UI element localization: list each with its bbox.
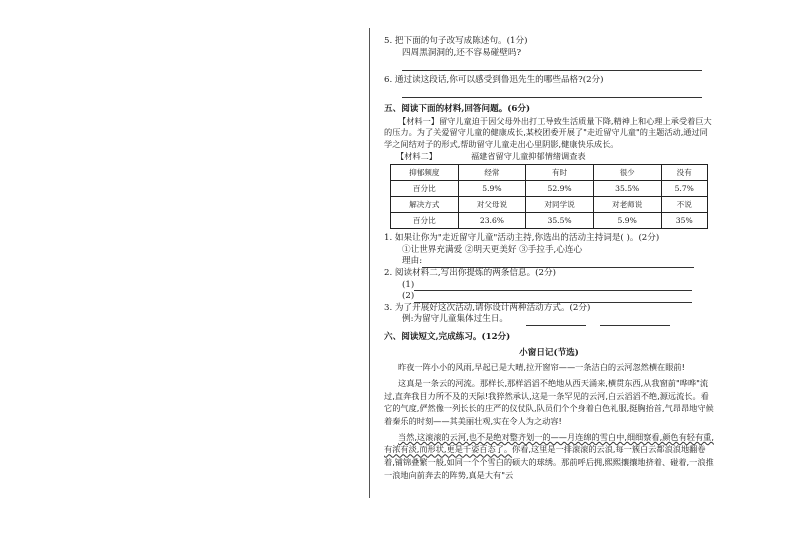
answer-index: (2) [402, 291, 415, 302]
answer-line-5-2-2 [384, 291, 714, 303]
table-caption [396, 151, 714, 162]
table-cell: 抑郁频度 [391, 165, 459, 181]
table-row [391, 197, 708, 213]
answer-line-5-2-1 [384, 280, 714, 292]
table-row [391, 181, 708, 197]
table-cell: 很少 [593, 165, 661, 181]
question-5-3-example [384, 314, 714, 326]
answer-line-5 [384, 59, 714, 71]
column-divider [369, 28, 370, 498]
question-5-2: 2. 阅读材料二,写出你提炼的两条信息。(2分) [384, 268, 556, 279]
table-cell: 35.5% [526, 213, 594, 229]
table-cell: 52.9% [526, 181, 594, 197]
example-text: 例:为留守儿童集体过生日。 [402, 314, 509, 325]
table-cell: 23.6% [458, 213, 526, 229]
table-cell: 对父母说 [458, 197, 526, 213]
question-6: 6. 通过读这段话,你可以感受到鲁迅先生的哪些品格?(2分) [384, 74, 604, 85]
question-5-sentence: 四周黑洞洞的,还不容易碰壁吗? [402, 47, 522, 58]
answer-index: (1) [402, 279, 415, 290]
table-cell: 百分比 [391, 181, 459, 197]
table-cell: 不说 [661, 197, 708, 213]
table-cell: 5.9% [593, 213, 661, 229]
question-5-3: 3. 为了开展好这次活动,请你设计两种活动方式。(2分) [384, 302, 591, 313]
table-cell: 35% [661, 213, 708, 229]
table-cell: 解决方式 [391, 197, 459, 213]
wavy-underlined-text: 当然,这滚滚的云河,也不是绝对整齐划一的——月连绵的雪白中,细细察看,颜色有轻有重,有浓有淡,而形状,更是千姿百态了。 [384, 431, 714, 455]
material-2-label: 【材料二】 [396, 151, 437, 162]
table-cell: 没有 [661, 165, 708, 181]
table-cell: 5.9% [458, 181, 526, 197]
answer-line-6 [384, 86, 714, 98]
essay-paragraph-3 [384, 431, 714, 482]
table-cell: 对老师说 [593, 197, 661, 213]
question-5: 5. 把下面的句子改写成陈述句。(1分) [384, 36, 528, 46]
essay-text: 你看,这里是一排滚滚的云浪,每一簇白云都浪浪地翻卷着,铺锦叠繁一般,如同一个个雪白的硕大的球绣。那前呼后拥,熙熙攘攘地挤着、碰着,一浪推一浪地向前奔去的阵势,真是大有"云 [384, 444, 714, 480]
section-5-title: 五、阅读下面的材料,回答问题。(6分) [384, 103, 531, 114]
table-cell: 对同学说 [526, 197, 594, 213]
table-cell: 经常 [458, 165, 526, 181]
question-5-1-reason [384, 256, 714, 268]
table-row [391, 213, 708, 229]
essay-title: 小窗日记(节选) [519, 347, 579, 358]
essay-paragraph-1: 昨夜一阵小小的风雨,早起已是大晴,拉开窗帘——一条洁白的云河忽然横在眼前! [398, 362, 685, 373]
exam-page [384, 36, 714, 485]
table-title: 福建省留守儿童抑郁情绪调查表 [470, 151, 586, 162]
survey-table [390, 164, 708, 229]
table-cell: 百分比 [391, 213, 459, 229]
question-5-1: 1. 如果让你为"走近留守儿童"活动主持,你选出的活动主持词是( )。(2分) [384, 233, 660, 244]
material-1: 【材料一】留守儿童迫于因父母外出打工导致生活质量下降,精神上和心理上承受着巨大的压力。为了关爱留守儿童的健康成长,某校团委开展了"走近留守儿童"的主题活动,通过同学之间结对子的形式,帮助留守儿童走出心里阴影,健康快乐成长。 [384, 115, 712, 150]
table-cell: 35.5% [593, 181, 661, 197]
reason-label: 理由: [402, 256, 423, 267]
table-row [391, 165, 708, 181]
section-6-title: 六、阅读短文,完成练习。(12分) [384, 332, 511, 343]
table-cell: 5.7% [661, 181, 708, 197]
essay-paragraph-2: 这真是一条云的河流。那样长,那样滔滔不绝地从西天涌来,横贯东西,从我窗前"哗哗"流过,直奔我目力所不及的天际!我猝然承认,这是一条罕见的云河,白云滔滔不绝,源远流长。看它的气度,俨然像一列长长的庄严的仪仗队,队员们个个身着白色礼服,挺胸抬首,气昂昂地守候着秦乐的时刻——其美丽壮观,实在令人为之动容! [384, 377, 714, 427]
table-cell: 有时 [526, 165, 594, 181]
question-5-1-options: ①让世界充满爱 ②明天更美好 ③手拉手,心连心 [402, 244, 583, 255]
